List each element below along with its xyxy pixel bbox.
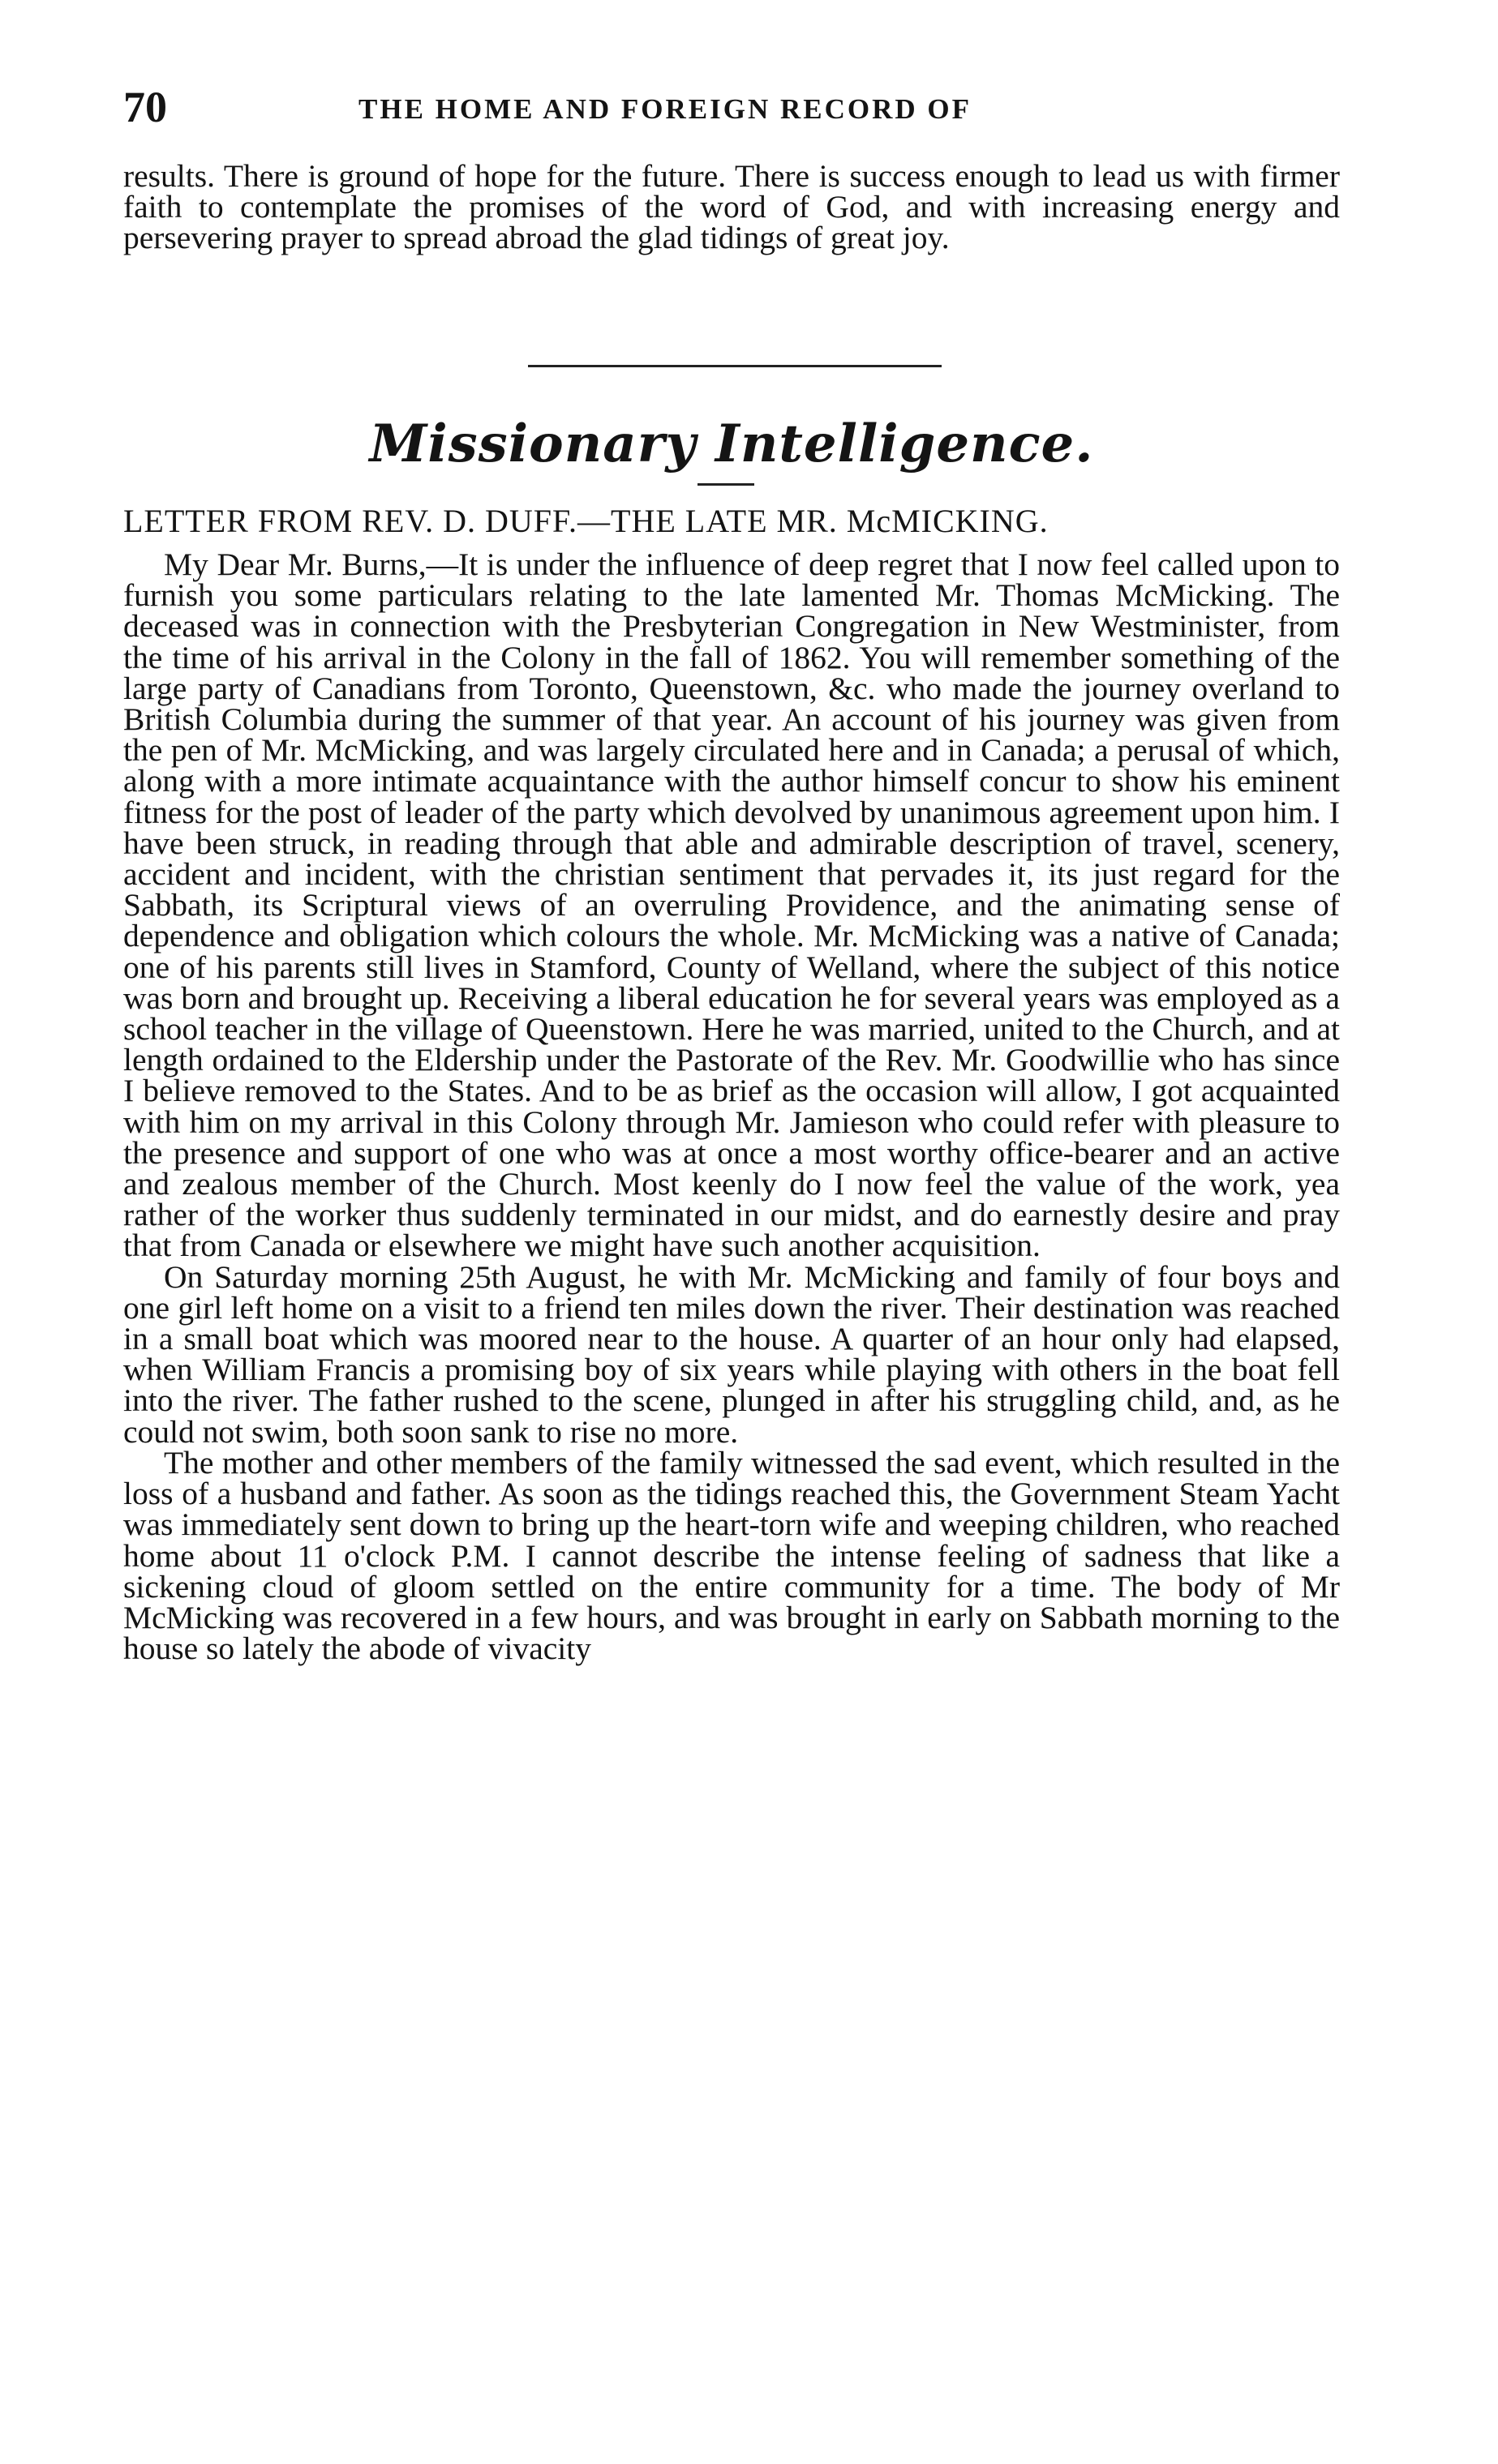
section-divider [528, 365, 942, 367]
intro-paragraph: results. There is ground of hope for the future. There is success enough to lead us with firmer faith to contemplate the promises of the word of God, and with increasing energy and persevering prayer to spread abroad the glad tidings of great joy. [123, 158, 1340, 256]
page-number: 70 [123, 83, 167, 131]
letter-paragraph: My Dear Mr. Burns,—It is under the influence of deep regret that I now feel called upon to furnish you some particulars relating to the late lamented Mr. Thomas McMicking. The deceased was in connection with the Presbyterian Congregation in New Westminister, from the time of his arrival in the Colony in the fall of 1862. You will remember something of the large party of Canadians from Toronto, Queenstown, &c. who made the journey overland to British Columbia during the summer of that year. An account of his journey was given from the pen of Mr. McMicking, and was largely circulated here and in Canada; a perusal of which, along with a more intimate acquaintance with the author himself concur to show his eminent fitness for the post of leader of the party which devolved by unanimous agreement upon him. I have been struck, in reading through that able and admirable description of travel, scenery, accident and incident, with the christian sentiment that pervades it, its just regard for the Sabbath, its Scriptural views of an overruling Providence, and the animating sense of dependence and obligation which colours the whole. Mr. McMicking was a native of Canada; one of his parents still lives in Stamford, County of Welland, where the subject of this notice was born and brought up. Receiving a liberal education he for several years was employed as a school teacher in the village of Queenstown. Here he was married, united to the Church, and at length ordained to the Eldership under the Pastorate of the Rev. Mr. Goodwillie who has since I believe removed to the States. And to be as brief as the occasion will allow, I got acquainted with him on my arrival in this Colony through Mr. Jamieson who could refer with pleasure to the presence and support of one who was at once a most worthy office-bearer and an active and zealous member of the Church. Most keenly do I now feel the value of the work, yea rather of the worker thus suddenly terminated in our midst, and do earnestly desire and pray that from Canada or elsewhere we might have such another acquisition. [123, 546, 1340, 1264]
letter-heading: LETTER FROM REV. D. DUFF.—THE LATE MR. McMICKING. [123, 503, 1049, 539]
letter-paragraph: On Saturday morning 25th August, he with Mr. McMicking and family of four boys and one girl left home on a visit to a friend ten miles down the river. Their destination was reached in a small boat which was moored near to the house. A quarter of an hour only had elapsed, when William Francis a promising boy of six years while playing with others in the boat fell into the river. The father rushed to the scene, plunged in after his struggling child, and, as he could not swim, both soon sank to rise no more. [123, 1258, 1340, 1450]
letter-paragraph: The mother and other members of the family witnessed the sad event, which resulted in the loss of a husband and father. As soon as the tidings reached this, the Government Steam Yacht was immediately sent down to bring up the heart-torn wife and weeping children, who reached home about 11 o'clock P.M. I cannot describe the intense feeling of sadness that like a sickening cloud of gloom settled on the entire community for a time. The body of Mr McMicking was recovered in a few hours, and was brought in early on Sabbath morning to the house so lately the abode of vivacity [123, 1444, 1340, 1667]
letter-body [123, 546, 1340, 1667]
running-head [123, 83, 1372, 131]
section-title: Missionary Intelligence. [369, 414, 1094, 474]
journal-title: THE HOME AND FOREIGN RECORD OF [358, 93, 972, 125]
intro-paragraph-block [123, 158, 1340, 256]
title-underline [697, 483, 754, 486]
